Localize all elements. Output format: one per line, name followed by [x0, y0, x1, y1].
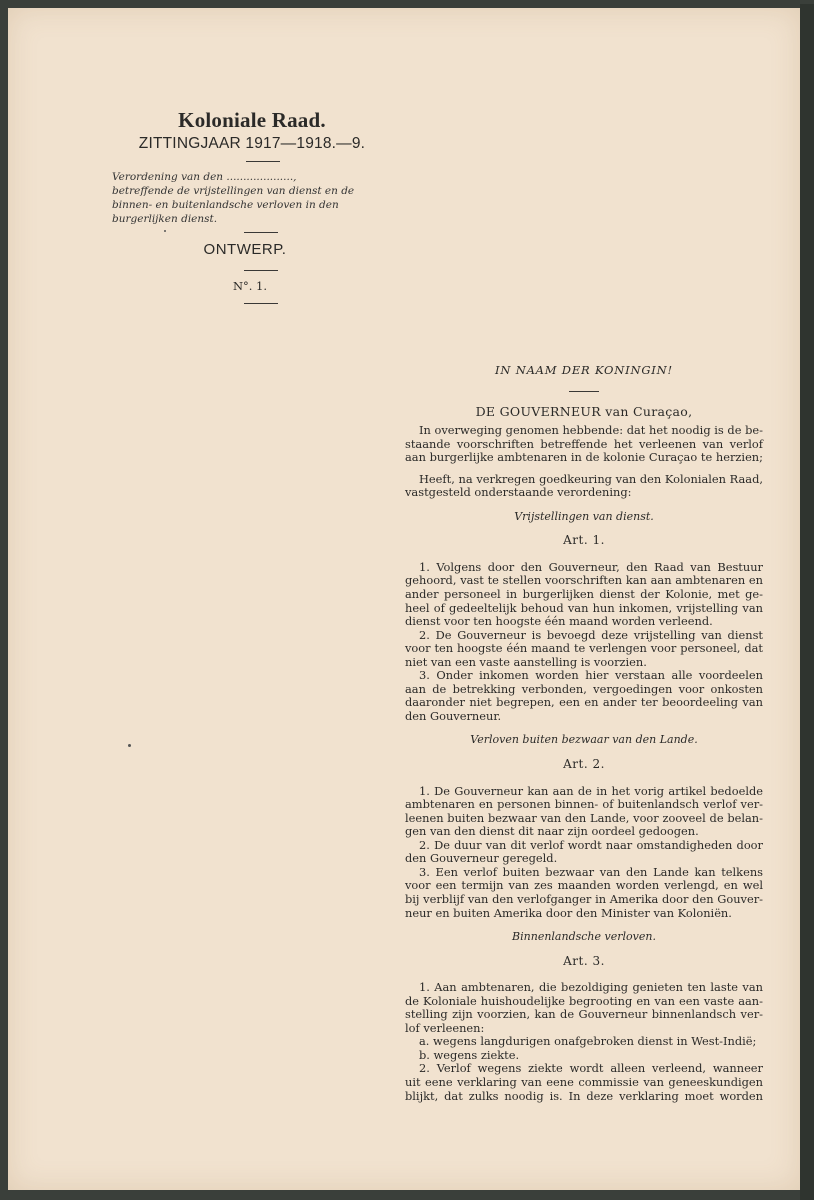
text-line: 3. Onder inkomen worden hier verstaan alle voordeelen	[419, 668, 763, 683]
article-heading: Art. 1.	[563, 533, 605, 548]
text-line: den Gouverneur.	[405, 708, 502, 723]
text-line: 1. Volgens door den Gouverneur, den Raad van Bestuur	[419, 559, 763, 574]
paper-speck	[164, 230, 166, 232]
text-line: ander personeel in burgerlijken dienst der Kolonie, met ge-	[405, 587, 763, 602]
section-title: Verloven buiten bezwaar van den Lande.	[470, 733, 698, 747]
document-page	[8, 8, 800, 1190]
subject-description	[112, 170, 366, 226]
text-line: lof verleenen:	[405, 1020, 485, 1035]
ordinance-body	[405, 364, 763, 1103]
text-line: vastgesteld onderstaande verordening:	[405, 485, 632, 500]
subject-line: betreffende de vrijstellingen van dienst en de	[112, 185, 355, 197]
text-line: niet van een vaste aanstelling is voorzien.	[405, 654, 647, 669]
section-title: Binnenlandsche verloven.	[512, 930, 656, 944]
article-heading: Art. 3.	[563, 953, 605, 968]
text-line: 1. De Gouverneur kan aan de in het vorig artikel bedoelde	[419, 783, 763, 798]
text-line: staande voorschriften betreffende het verleenen van verlof	[405, 436, 763, 451]
governor-heading: DE GOUVERNEUR van Curaçao,	[475, 403, 693, 419]
text-line: gehoord, vast te stellen voorschriften kan aan ambtenaren en	[405, 573, 763, 588]
session-year: ZITTINGJAAR 1917—1918.—9.	[138, 135, 366, 152]
paper-speck	[128, 744, 131, 747]
text-line: bij verblijf van den verlofganger in Amerika door den Gouver-	[405, 891, 763, 906]
divider	[569, 391, 599, 392]
text-line: heel of gedeeltelijk behoud van hun inkomen, vrijstelling van	[405, 600, 763, 615]
article-heading: Art. 2.	[563, 757, 605, 772]
text-line: voor ten hoogste één maand te verlengen voor personeel, dat	[405, 641, 763, 656]
text-line: 3. Een verlof buiten bezwaar van den Lande kan telkens	[419, 864, 763, 879]
council-title: Koloniale Raad.	[178, 108, 326, 132]
section-title: Vrijstellingen van dienst.	[514, 509, 654, 523]
divider	[246, 161, 280, 162]
text-line: daaronder niet begrepen, een en ander ter beoordeeling van	[405, 695, 763, 710]
text-line: Heeft, na verkregen goedkeuring van den Kolonialen Raad,	[419, 471, 763, 486]
scan-edge	[800, 4, 814, 1200]
draft-label: ONTWERP.	[203, 241, 287, 258]
text-line: neur en buiten Amerika door den Minister van Koloniën.	[405, 905, 732, 920]
text-line: blijkt, dat zulks noodig is. In deze verklaring moet worden	[405, 1088, 763, 1103]
text-line: aan burgerlijke ambtenaren in de kolonie Curaçao te herzien;	[405, 450, 763, 465]
opening-formula: IN NAAM DER KONINGIN!	[495, 363, 673, 377]
subject-line: binnen- en buitenlandsche verloven in den	[112, 199, 339, 211]
divider	[244, 232, 278, 233]
article-2-text	[405, 785, 763, 920]
text-line: b. wegens ziekte.	[419, 1047, 520, 1062]
text-line: a. wegens langdurigen onafgebroken dienst in West-Indië;	[419, 1034, 757, 1049]
preamble-paragraph	[405, 424, 763, 465]
text-line: 2. De duur van dit verlof wordt naar omstandigheden door	[419, 837, 763, 852]
text-line: de Koloniale huishoudelijke begrooting en van een vaste aan-	[405, 993, 763, 1008]
text-line: uit eene verklaring van eene commissie van geneeskundigen	[405, 1074, 763, 1089]
text-line: ambtenaren en personen binnen- of buitenlandsch verlof ver-	[405, 797, 763, 812]
text-line: leenen buiten bezwaar van den Lande, voor zooveel de belan-	[405, 810, 763, 825]
divider	[244, 303, 278, 304]
text-line: voor een termijn van zes maanden worden verlengd, en wel	[405, 878, 763, 893]
text-line: stelling zijn voorzien, kan de Gouverneur binnenlandsch ver-	[405, 1007, 763, 1022]
subject-line: Verordening van den ....................,	[112, 171, 297, 183]
document-header	[104, 108, 366, 304]
divider	[244, 270, 278, 271]
enactment-paragraph	[405, 473, 763, 500]
document-number: N°. 1.	[232, 279, 268, 293]
text-line: In overweging genomen hebbende: dat het noodig is de be-	[419, 423, 763, 438]
text-line: den Gouverneur geregeld.	[405, 851, 558, 866]
text-line: dienst voor ten hoogste één maand worden verleend.	[405, 614, 713, 629]
text-line: aan de betrekking verbonden, vergoedingen voor onkosten	[405, 681, 763, 696]
text-line: 2. De Gouverneur is bevoegd deze vrijstelling van dienst	[419, 627, 763, 642]
subject-line: burgerlijken dienst.	[112, 213, 218, 225]
text-line: 1. Aan ambtenaren, die bezoldiging genieten ten laste van	[419, 980, 763, 995]
article-1-text	[405, 561, 763, 724]
text-line: gen van den dienst dit naar zijn oordeel gedoogen.	[405, 824, 699, 839]
article-3-text	[405, 981, 763, 1103]
text-line: 2. Verlof wegens ziekte wordt alleen verleend, wanneer	[419, 1061, 763, 1076]
